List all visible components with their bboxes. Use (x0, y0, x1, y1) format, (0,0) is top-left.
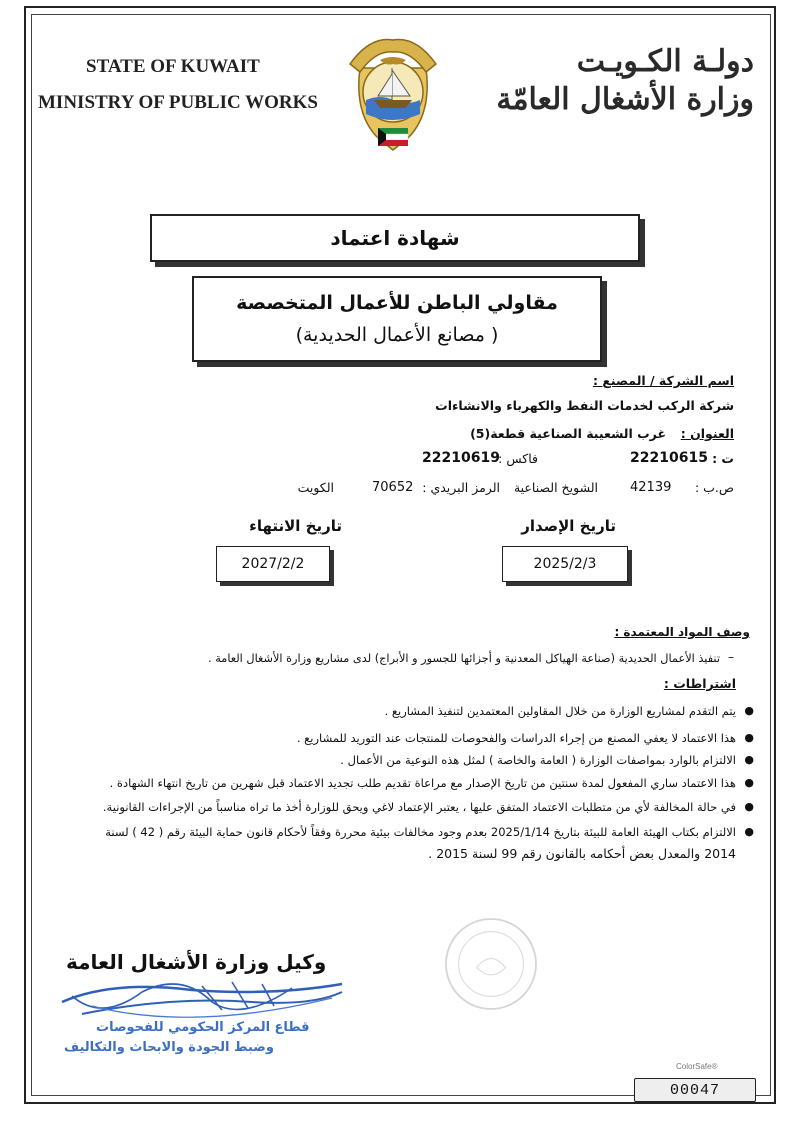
bullet-icon: ● (744, 825, 754, 838)
company-name: شركة الركب لخدمات النفط والكهرباء والانشاءات (435, 398, 734, 413)
materials-label: وصف المواد المعتمدة : (614, 625, 750, 639)
address-label: العنوان : (680, 426, 734, 441)
condition-item: الالتزام بالوارد بمواصفات الوزارة ( العامة والخاصة ) لمثل هذه النوعية من الأعمال . (340, 753, 736, 767)
ministry-en: MINISTRY OF PUBLIC WORKS (38, 92, 318, 113)
department-line-2: وضبط الجودة والابحاث والتكاليف (64, 1040, 274, 1055)
condition-item: الالتزام بكتاب الهيئة العامة للبيئة بتاريخ 2025/1/14 بعدم وجود مخالفات بيئية محررة وفقاً لأحكام قانون حماية البيئة رقم ( 42 ) لسنة (105, 825, 736, 839)
postal-value: 70652 (372, 480, 414, 495)
subcategory-title: ( مصانع الأعمال الحديدية) (295, 324, 499, 346)
serial-number (634, 1078, 756, 1102)
state-ar: دولـة الكـويـت (576, 44, 754, 79)
category-title: مقاولي الباطن للأعمال المتخصصة (236, 292, 558, 314)
certificate-title: شهادة اعتماد (330, 226, 460, 250)
condition-item: هذا الاعتماد ساري المفعول لمدة سنتين من تاريخ الإصدار مع مراعاة تقديم طلب تجديد الاعتماد قبل شهرين من تاريخ انتهاء الشهادة . (109, 776, 736, 790)
area-value: الشويخ الصناعية (513, 480, 598, 495)
country-value: الكويت (297, 480, 334, 495)
department-line-1: قطاع المركز الحكومي للفحوصات (96, 1020, 310, 1035)
materials-dash: – (728, 650, 734, 664)
condition-continuation: 2014 والمعدل بعض أحكامه بالقانون رقم 99 لسنة 2015 . (428, 846, 736, 861)
pobox-label: ص.ب : (694, 480, 734, 495)
state-en: STATE OF KUWAIT (86, 56, 260, 77)
company-name-label: اسم الشركة / المصنع : (593, 373, 734, 388)
issue-date-label: تاريخ الإصدار (521, 517, 616, 535)
postal-label: الرمز البريدي : (422, 480, 500, 495)
condition-item: هذا الاعتماد لا يعفي المصنع من إجراء الدراسات والفحوصات للمنتجات عند التوريد للمشاريع . (296, 731, 736, 745)
ministry-stamp-icon (432, 910, 550, 1018)
colorsafe-mark: ColorSafe® (676, 1062, 718, 1071)
expiry-date-label: تاريخ الانتهاء (249, 517, 342, 535)
address-value: غرب الشعيبة الصناعية قطعة(5) (470, 426, 666, 441)
bullet-icon: ● (744, 800, 754, 813)
category-box (192, 276, 602, 362)
ministry-ar: وزارة الأشغال العامّة (496, 82, 754, 117)
materials-item: تنفيذ الأعمال الحديدية (صناعة الهياكل المعدنية و أجزائها للجسور و الأبراج) لدى مشاريع وزارة الأشغال العامة . (208, 652, 720, 665)
condition-item: في حالة المخالفة لأي من متطلبات الاعتماد المتفق عليها ، يعتبر الإعتماد لاغي ويحق للوزارة أخذ ما تراه مناسباً من الإجراءات القانونية. (102, 800, 736, 814)
bullet-icon: ● (744, 731, 754, 744)
expiry-date-value: 2027/2/2 (241, 556, 305, 572)
signature-title: وكيل وزارة الأشغال العامة (66, 950, 327, 974)
bullet-icon: ● (744, 776, 754, 789)
fax-value: 22210619 (422, 450, 500, 466)
certificate-title-box (150, 214, 640, 262)
pobox-value: 42139 (630, 480, 672, 495)
certificate-inner-border (31, 14, 771, 1096)
issue-date-box (502, 546, 628, 582)
fax-label: فاكس : (498, 451, 538, 466)
expiry-date-box (216, 546, 330, 582)
serial-value: 00047 (669, 1081, 720, 1099)
signature-icon (52, 962, 352, 1052)
bullet-icon: ● (744, 704, 754, 717)
bullet-icon: ● (744, 753, 754, 766)
phone-label: ت : (712, 451, 734, 466)
issue-date-value: 2025/2/3 (533, 556, 597, 572)
condition-item: يتم التقدم لمشاريع الوزارة من خلال المقاولين المعتمدين لتنفيذ المشاريع . (384, 704, 736, 718)
kuwait-emblem-icon (340, 34, 446, 164)
phone-value: 22210615 (630, 450, 708, 466)
conditions-label: اشتراطات : (663, 676, 736, 691)
